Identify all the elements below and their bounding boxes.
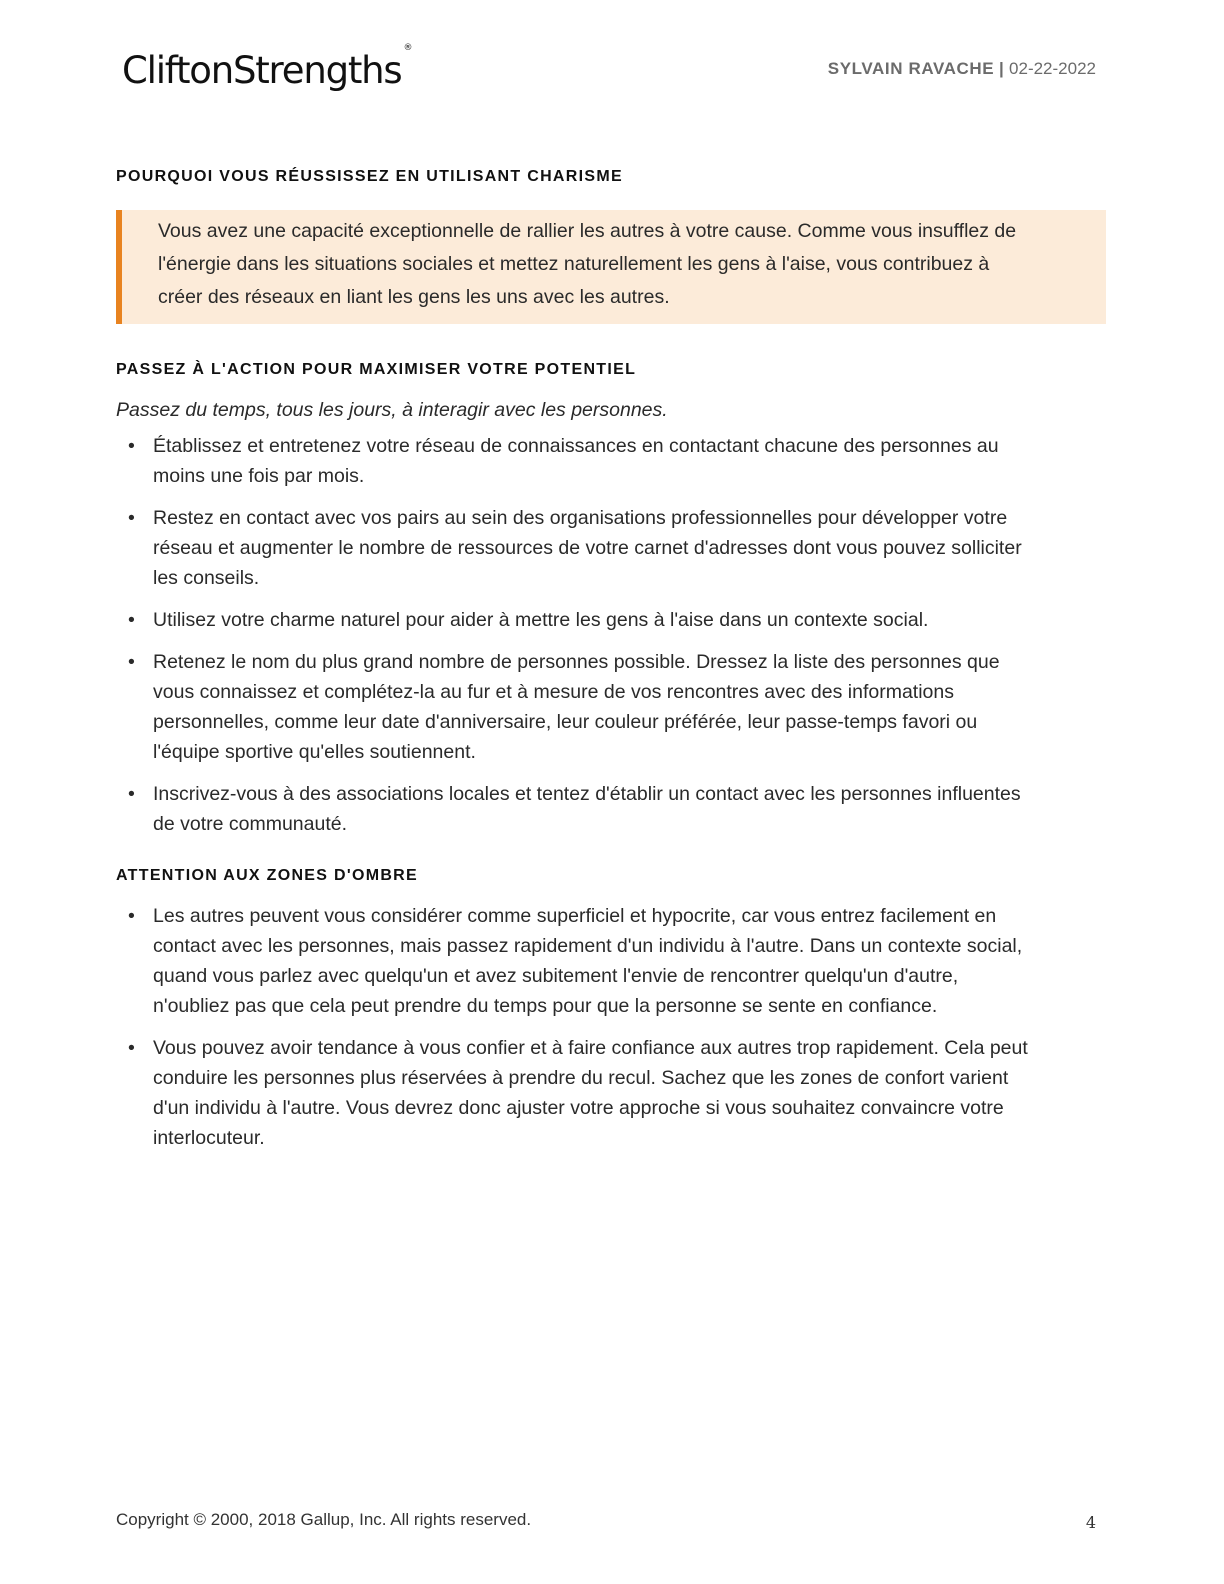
list-item-text: Retenez le nom du plus grand nombre de personnes possible. Dressez la liste des personnes que vous connaissez et complétez-la au fur et à mesure de vos rencontres avec des informations personnelles, comme leur date d'anniversaire, leur couleur préférée, leur passe-temps favori ou l'équipe sportive qu'elles soutiennent.: [153, 651, 1000, 763]
list-item: [116, 503, 1106, 593]
list-item: [116, 431, 1106, 491]
header-separator: |: [998, 59, 1005, 78]
list-item: [116, 647, 1106, 767]
bullet-icon: •: [128, 651, 135, 673]
section-take-action: [116, 359, 1106, 839]
page-number: 4: [1085, 1513, 1096, 1532]
list-item-text: Inscrivez-vous à des associations locales et tentez d'établir un contact avec les personnes influentes de votre communauté.: [153, 783, 1021, 835]
section-title-blind-spots: ATTENTION AUX ZONES D'OMBRE: [116, 867, 419, 884]
registered-mark: ®: [403, 42, 413, 53]
list-item-text: Établissez et entretenez votre réseau de connaissances en contactant chacune des personnes au moins une fois par mois.: [153, 435, 999, 487]
list-item-text: Restez en contact avec vos pairs au sein des organisations professionnelles pour développer votre réseau et augmenter le nombre de ressources de votre carnet d'adresses dont vous pouvez solliciter les conseils.: [153, 507, 1022, 589]
bullet-icon: •: [128, 507, 135, 529]
section-title-action: PASSEZ À L'ACTION POUR MAXIMISER VOTRE POTENTIEL: [116, 361, 637, 378]
cliftonstrengths-logo: [122, 42, 413, 92]
section-blind-spots: [116, 865, 1106, 1153]
section-why-succeed: [116, 166, 1106, 324]
list-item: [116, 605, 1106, 635]
bullet-icon: •: [128, 1037, 135, 1059]
section-title-why: POURQUOI VOUS RÉUSSISSEZ EN UTILISANT CHARISME: [116, 168, 623, 185]
blind-spots-list: [116, 901, 1106, 1153]
report-owner-header: [828, 59, 1096, 79]
bullet-icon: •: [128, 905, 135, 927]
list-item-text: Les autres peuvent vous considérer comme superficiel et hypocrite, car vous entrez facilement en contact avec les personnes, mais passez rapidement d'un individu à l'autre. Dans un contexte social, quand vous parlez avec quelqu'un et avez subitement l'envie de rencontrer quelqu'un d'autre, n'oubliez pas que cela peut prendre du temps pour que la personne se sente en confiance.: [153, 905, 1023, 1017]
bullet-icon: •: [128, 609, 135, 631]
action-list: [116, 431, 1106, 839]
person-name: SYLVAIN RAVACHE: [827, 59, 995, 78]
bullet-icon: •: [128, 435, 135, 457]
list-item-text: Vous pouvez avoir tendance à vous confier et à faire confiance aux autres trop rapidement. Cela peut conduire les personnes plus réservées à prendre du recul. Sachez que les zones de confort varient d'un individu à l'autre. Vous devrez donc ajuster votre approche si vous souhaitez convaincre votre interlocuteur.: [153, 1037, 1028, 1149]
page-content: [116, 166, 1106, 1165]
action-lead: Passez du temps, tous les jours, à interagir avec les personnes.: [116, 399, 668, 421]
highlight-callout: [116, 210, 1106, 324]
copyright-notice: Copyright © 2000, 2018 Gallup, Inc. All rights reserved.: [116, 1510, 532, 1529]
list-item: [116, 901, 1106, 1021]
list-item: [116, 779, 1106, 839]
bullet-icon: •: [128, 783, 135, 805]
list-item: [116, 1033, 1106, 1153]
list-item-text: Utilisez votre charme naturel pour aider à mettre les gens à l'aise dans un contexte social.: [153, 609, 929, 631]
report-date: 02-22-2022: [1009, 59, 1096, 78]
logo-text: CliftonStrengths: [122, 49, 402, 92]
callout-text: Vous avez une capacité exceptionnelle de rallier les autres à votre cause. Comme vous insufflez de l'énergie dans les situations sociales et mettez naturellement les gens à l'aise, vous contribuez à créer des réseaux en liant les gens les uns avec les autres.: [158, 220, 1017, 308]
